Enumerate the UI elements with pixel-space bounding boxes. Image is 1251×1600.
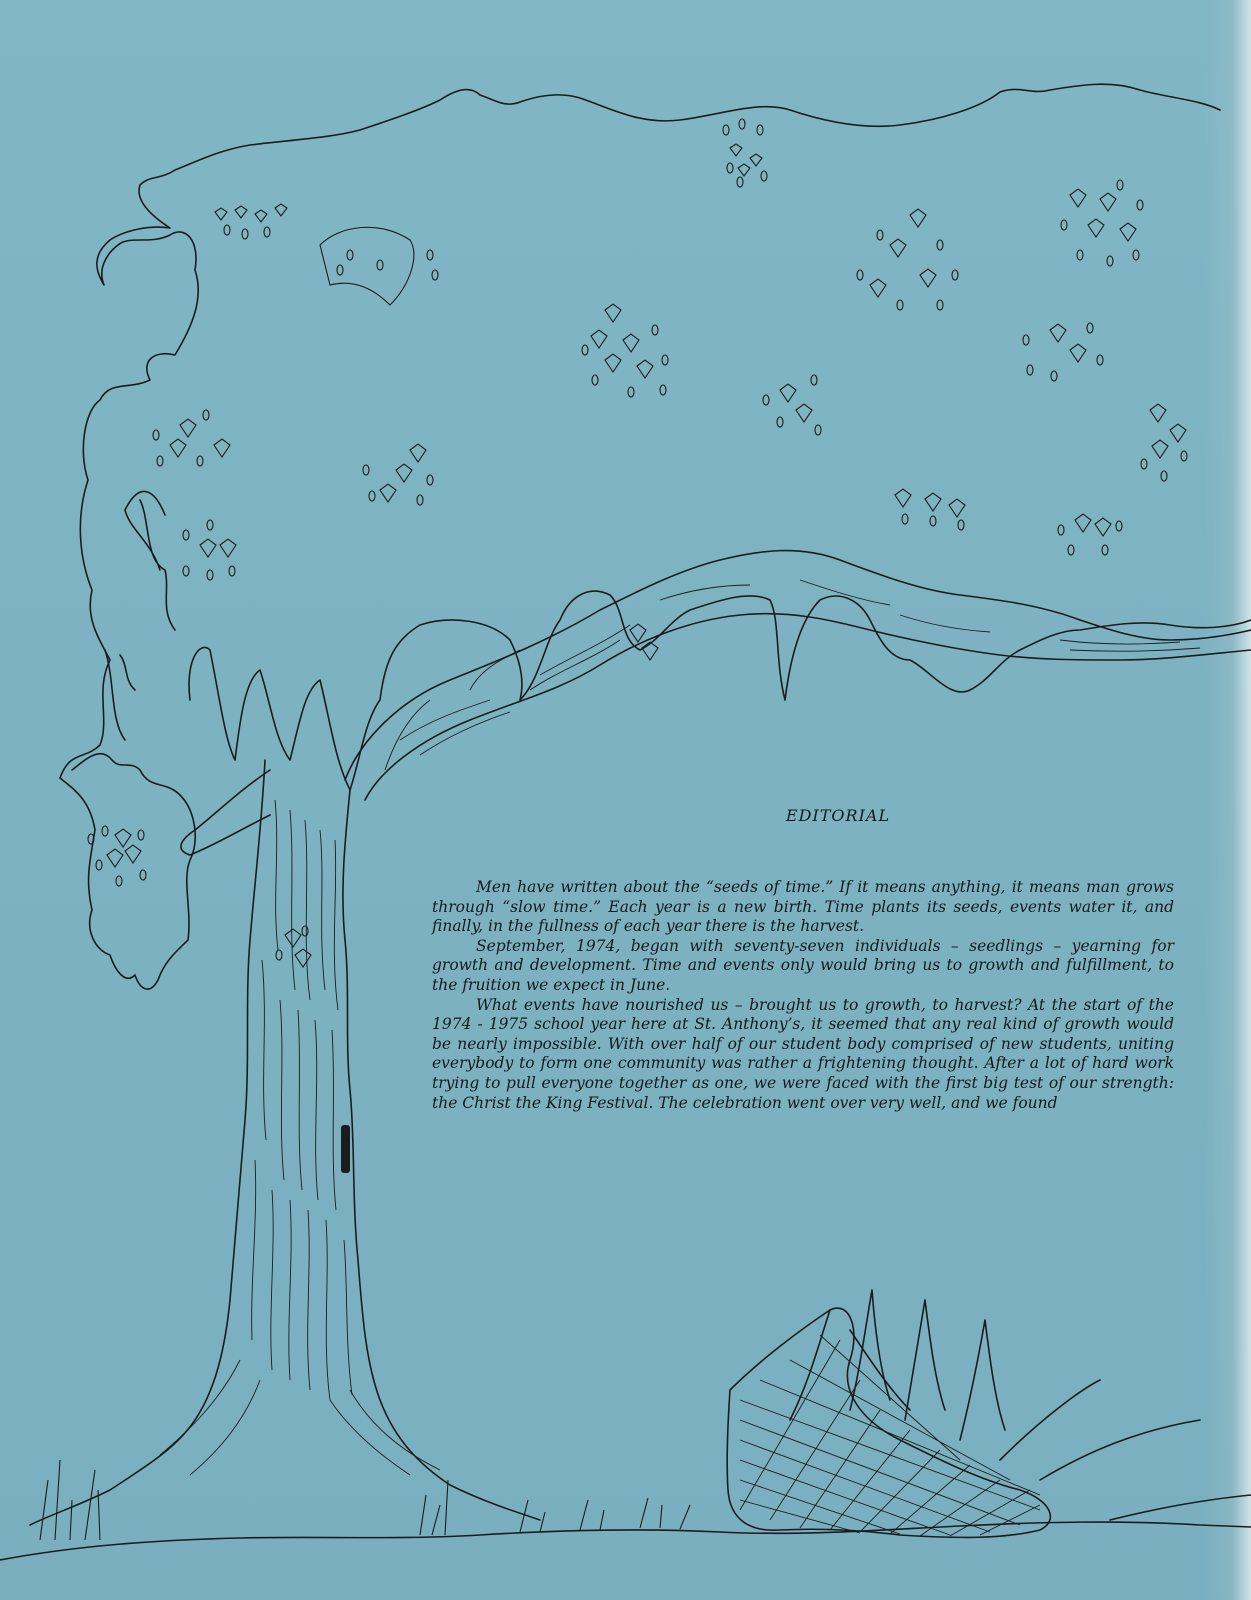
editorial-paragraph: September, 1974, began with seventy-seven individuals – seedlings – yearning for growth and development. Time and events only would bring us to growth and fulfillment, to the fruition we expect in June. <box>432 936 1174 994</box>
trunk-knot <box>341 1125 350 1173</box>
canopy-left-edge <box>105 491 175 740</box>
branch-bark-texture <box>385 580 1200 770</box>
ground-line <box>0 1522 1251 1560</box>
canopy-outline <box>60 84 1220 778</box>
trunk-left <box>30 760 265 1525</box>
editorial-paragraph: What events have nourished us – brought us to growth, to harvest? At the start of the 1974 - 1975 school year here at St. Anthony’s, it seemed that any real kind of growth would be nearly impossible. With over half of our student body comprised of new students, uniting everybody to form one community was rather a frightening thought. After a lot of hard work trying to pull everyone together as one, we were faced with the first big test of our strength: the Christ the King Festival. The celebration went over very well, and we found <box>432 995 1174 1112</box>
canopy-lower-edge <box>60 754 195 989</box>
diamond-clusters <box>88 119 1187 967</box>
trunk-bark-texture <box>160 800 440 1475</box>
main-branch-under <box>365 614 1251 800</box>
canopy-mid-edge <box>189 591 1251 790</box>
tall-grass-right <box>850 1290 1251 1520</box>
main-branch <box>345 551 1251 780</box>
editorial-paragraph: Men have written about the “seeds of time.” If it means anything, it means man grows through “slow time.” Each year is a new birth. Time plants its seeds, events water it, and finally, in the fullness of each year there is the harvest. <box>432 878 1174 936</box>
editorial-body <box>432 878 1174 1113</box>
editorial-heading: EDITORIAL <box>785 806 891 825</box>
